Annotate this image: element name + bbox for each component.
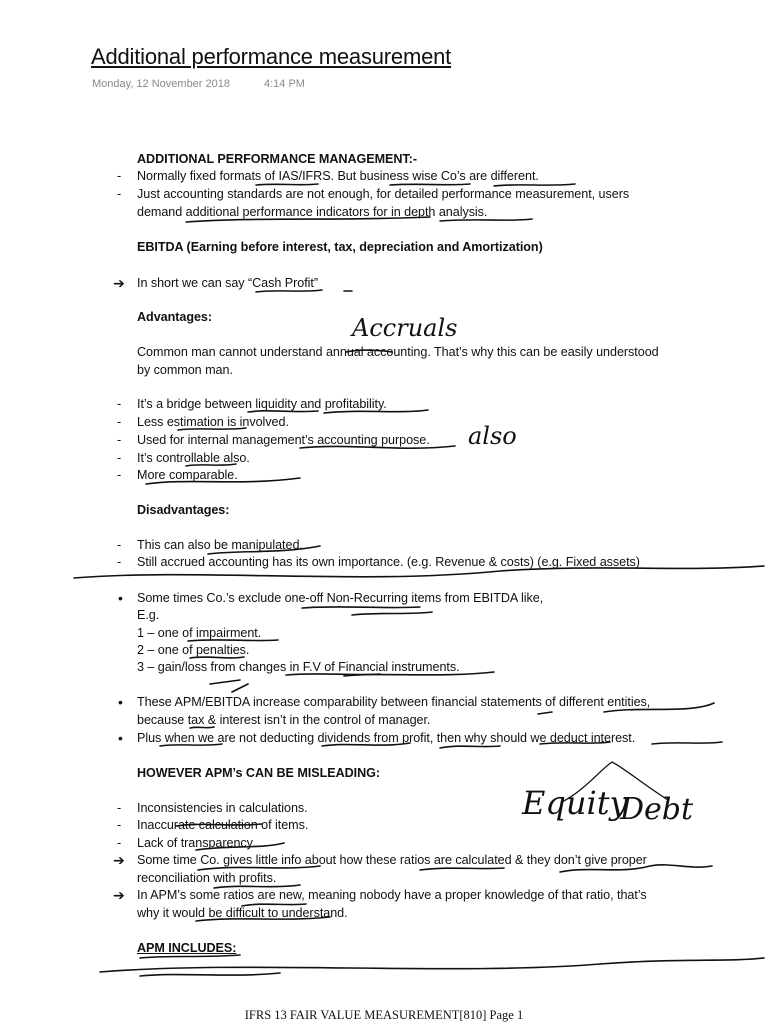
page-time: 4:14 PM: [264, 78, 305, 90]
note-line: Some time Co. gives little info about how these ratios are calculated & they don’t give proper: [137, 853, 647, 867]
note-line: demand additional performance indicators for in depth analysis.: [137, 205, 488, 219]
note-line: Lack of transparency.: [137, 836, 256, 850]
arrow-bullet-icon: ➔: [113, 275, 125, 291]
note-line: Inconsistencies in calculations.: [137, 801, 308, 815]
note-line: reconciliation with profits.: [137, 871, 277, 885]
note-line: by common man.: [137, 363, 233, 377]
note-line: Common man cannot understand annual accounting. That’s why this can be easily understood: [137, 345, 659, 359]
handwriting-accruals: Accruals: [352, 314, 458, 342]
dash-bullet: -: [117, 415, 122, 429]
page-date: Monday, 12 November 2018: [92, 78, 230, 90]
dash-bullet: -: [117, 433, 122, 447]
note-line: Plus when we are not deducting dividends from profit, then why should we deduct interest.: [137, 731, 636, 745]
dash-bullet: -: [117, 468, 122, 482]
handwriting-also: also: [468, 422, 517, 450]
note-line: Some times Co.’s exclude one-off Non-Recurring items from EBITDA like,: [137, 591, 544, 605]
note-line: More comparable.: [137, 468, 238, 482]
note-line: It’s controllable also.: [137, 451, 250, 465]
note-line: In APM’s some ratios are new, meaning nobody have a proper knowledge of that ratio, that’s: [137, 888, 647, 902]
note-line: Just accounting standards are not enough, for detailed performance measurement, users: [137, 187, 630, 201]
note-line: E.g.: [137, 608, 160, 622]
page-footer: IFRS 13 FAIR VALUE MEASUREMENT[810] Page 1: [244, 1008, 524, 1022]
dot-bullet-icon: •: [118, 730, 123, 746]
dash-bullet: -: [117, 555, 122, 569]
dash-bullet: -: [117, 538, 122, 552]
dash-bullet: -: [117, 187, 122, 201]
note-line: Advantages:: [137, 310, 213, 324]
note-line: 2 – one of penalties.: [137, 643, 250, 657]
dot-bullet-icon: •: [118, 590, 123, 606]
dash-bullet: -: [117, 818, 122, 832]
note-line: This can also be manipulated.: [137, 538, 303, 552]
note-line: why it would be difficult to understand.: [137, 906, 348, 920]
note-line: because tax & interest isn’t in the control of manager.: [137, 713, 431, 727]
note-line: ADDITIONAL PERFORMANCE MANAGEMENT:-: [137, 152, 417, 166]
handwriting-equity: Equity: [522, 784, 628, 822]
note-line: HOWEVER APM’s CAN BE MISLEADING:: [137, 766, 381, 780]
note-line: In short we can say “Cash Profit”: [137, 276, 319, 290]
note-line: It’s a bridge between liquidity and profitability.: [137, 397, 387, 411]
dash-bullet: -: [117, 169, 122, 183]
note-line: Still accrued accounting has its own importance. (e.g. Revenue & costs) (e.g. Fixed assets): [137, 555, 640, 569]
note-line: Used for internal management’s accounting purpose.: [137, 433, 430, 447]
arrow-bullet-icon: ➔: [113, 852, 125, 868]
note-line: APM INCLUDES:: [137, 941, 237, 955]
dash-bullet: -: [117, 397, 122, 411]
dash-bullet: -: [117, 451, 122, 465]
note-line: Inaccurate calculation of items.: [137, 818, 309, 832]
handwriting-debt: Debt: [620, 792, 694, 827]
note-line: Less estimation is involved.: [137, 415, 289, 429]
note-line: Normally fixed formats of IAS/IFRS. But business wise Co’s are different.: [137, 169, 539, 183]
dash-bullet: -: [117, 801, 122, 815]
page-title: Additional performance measurement: [91, 44, 452, 69]
note-line: 3 – gain/loss from changes in F.V of Financial instruments.: [137, 660, 460, 674]
note-line: Disadvantages:: [137, 503, 230, 517]
dash-bullet: -: [117, 836, 122, 850]
note-line: These APM/EBITDA increase comparability between financial statements of different entities,: [137, 695, 651, 709]
dot-bullet-icon: •: [118, 694, 123, 710]
note-line: 1 – one of impairment.: [137, 626, 262, 640]
note-line: EBITDA (Earning before interest, tax, depreciation and Amortization): [137, 240, 543, 254]
arrow-bullet-icon: ➔: [113, 887, 125, 903]
